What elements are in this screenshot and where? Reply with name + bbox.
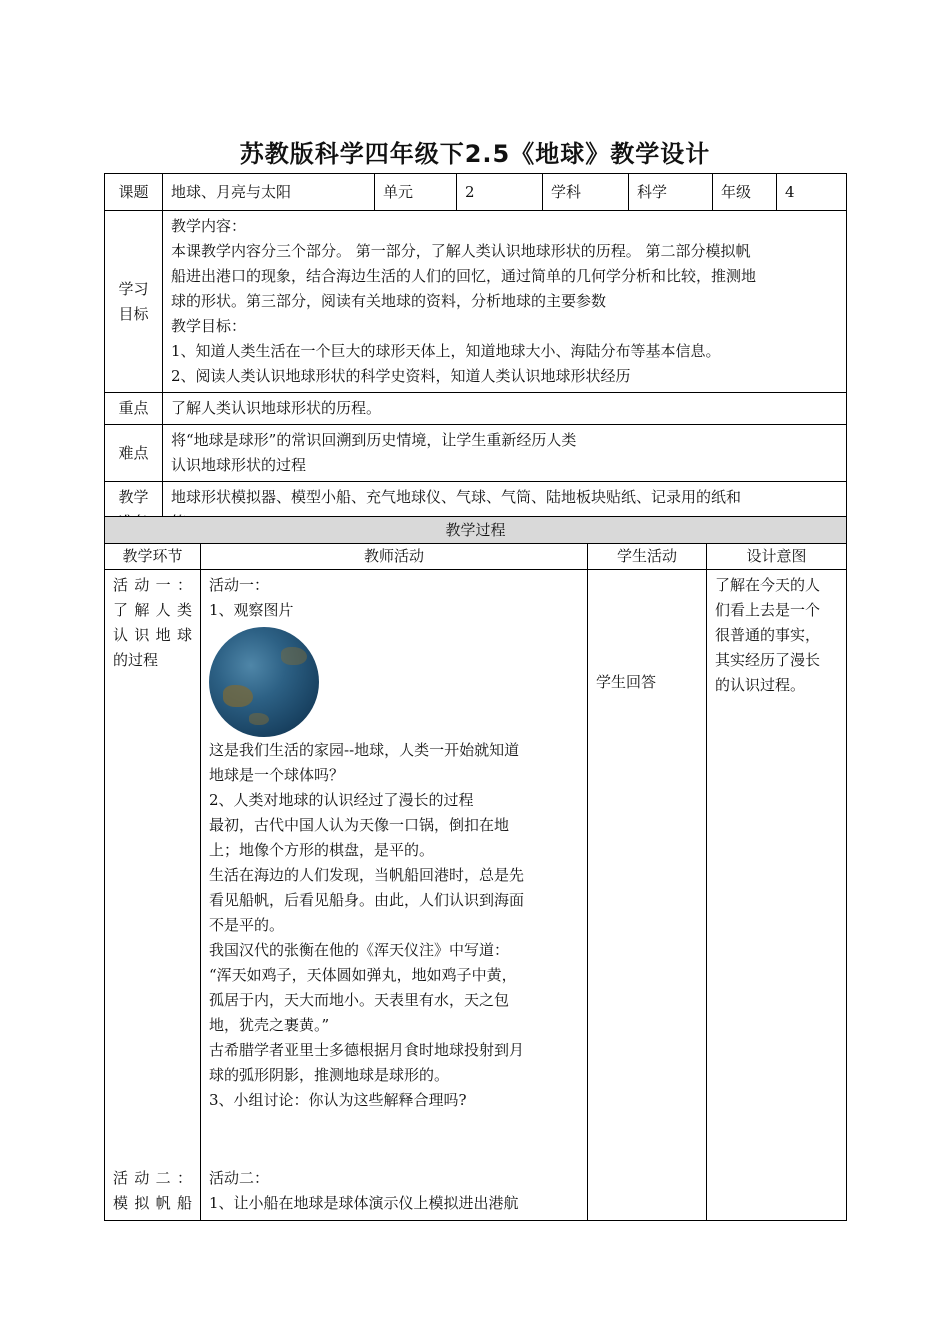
intent-line: 很普通的事实， bbox=[715, 626, 821, 644]
teacher-line: 1、让小船在地球是球体演示仪上模拟进出港航 bbox=[209, 1194, 519, 1212]
goals-line: 教学内容： bbox=[171, 217, 247, 235]
teacher-line: 3、小组讨论：你认为这些解释合理吗? bbox=[209, 1091, 467, 1109]
process-header: 教学过程 bbox=[105, 517, 847, 544]
key-point-text: 了解人类认识地球形状的历程。 bbox=[163, 393, 847, 425]
key-point-row bbox=[105, 393, 847, 425]
teacher-line: 生活在海边的人们发现，当帆船回港时，总是先 bbox=[209, 866, 525, 884]
teacher-line: 上；地像个方形的棋盘，是平的。 bbox=[209, 841, 435, 859]
teacher-line: “浑天如鸡子，天体圆如弹丸，地如鸡子中黄， bbox=[209, 966, 517, 984]
process-header-row bbox=[105, 517, 847, 544]
earth-image bbox=[209, 627, 319, 737]
unit-label: 单元 bbox=[375, 174, 457, 211]
topic-value: 地球、月亮与太阳 bbox=[163, 174, 375, 211]
goals-content bbox=[163, 211, 847, 393]
teacher-cell bbox=[201, 570, 588, 1221]
intent-line: 了解在今天的人 bbox=[715, 576, 821, 594]
teacher-line: 球的弧形阴影，推测地球是球形的。 bbox=[209, 1066, 450, 1084]
col-student: 学生活动 bbox=[588, 544, 707, 570]
goals-label: 学习 目标 bbox=[105, 211, 163, 393]
teacher-line: 最初，古代中国人认为天像一口锅，倒扣在地 bbox=[209, 816, 510, 834]
goals-line: 教学目标： bbox=[171, 317, 247, 335]
goals-line: 2、阅读人类认识地球形状的科学史资料，知道人类认识地球形状经历 bbox=[171, 367, 631, 385]
stage1-line: 的过程 bbox=[113, 651, 159, 669]
stage-cell bbox=[105, 570, 201, 1221]
student-answer: 学生回答 bbox=[596, 673, 657, 691]
teacher-line: 看见船帆，后看见船身。由此，人们认识到海面 bbox=[209, 891, 525, 909]
goals-row bbox=[105, 211, 847, 393]
process-content-row bbox=[105, 570, 847, 1221]
teacher-line: 这是我们生活的家园--地球，人类一开始就知道 bbox=[209, 741, 520, 759]
subject-label: 学科 bbox=[543, 174, 629, 211]
teacher-line: 地，犹壳之裹黄。” bbox=[209, 1016, 330, 1034]
course-info-table bbox=[104, 173, 847, 539]
teacher-line: 古希腊学者亚里士多德根据月食时地球投射到月 bbox=[209, 1041, 525, 1059]
unit-value: 2 bbox=[457, 174, 543, 211]
info-row bbox=[105, 174, 847, 211]
goals-line: 球的形状。第三部分，阅读有关地球的资料，分析地球的主要参数 bbox=[171, 292, 607, 310]
page-title: 苏教版科学四年级下2.5《地球》教学设计 bbox=[239, 140, 711, 168]
prep-content: 地球形状模拟器、模型小船、充气地球仪、气球、气筒、陆地板块贴纸、记录用的纸和 bbox=[163, 482, 847, 539]
key-point-label: 重点 bbox=[105, 393, 163, 425]
teacher-line: 活动二： bbox=[209, 1169, 270, 1187]
goals-line: 1、知道人类生活在一个巨大的球形天体上，知道地球大小、海陆分布等基本信息。 bbox=[171, 342, 721, 360]
teacher-line: 2、人类对地球的认识经过了漫长的过程 bbox=[209, 791, 474, 809]
grade-label: 年级 bbox=[713, 174, 777, 211]
goals-line: 本课教学内容分三个部分。 第一部分，了解人类认识地球形状的历程。 第二部分模拟帆 bbox=[171, 242, 751, 260]
subject-value: 科学 bbox=[629, 174, 713, 211]
stage1-line: 认识地球 bbox=[113, 626, 192, 644]
intent-cell bbox=[707, 570, 847, 1221]
teacher-line: 1、观察图片 bbox=[209, 601, 294, 619]
intent-line: 的认识过程。 bbox=[715, 676, 806, 694]
col-stage: 教学环节 bbox=[105, 544, 201, 570]
intent-line: 其实经历了漫长 bbox=[715, 651, 821, 669]
col-teacher: 教师活动 bbox=[201, 544, 588, 570]
stage2-line: 活动二： bbox=[113, 1169, 192, 1187]
difficulty-content: 将“地球是球形”的常识回溯到历史情境，让学生重新经历人类 认识地球形状的过程 bbox=[163, 425, 847, 482]
grade-value: 4 bbox=[777, 174, 847, 211]
difficulty-row bbox=[105, 425, 847, 482]
process-columns-row bbox=[105, 544, 847, 570]
stage2-line: 模拟帆船 bbox=[113, 1194, 192, 1212]
goals-line: 船进出港口的现象，结合海边生活的人们的回忆，通过简单的几何学分析和比较，推测地 bbox=[171, 267, 757, 285]
topic-label: 课题 bbox=[105, 174, 163, 211]
intent-line: 们看上去是一个 bbox=[715, 601, 821, 619]
student-cell bbox=[588, 570, 707, 1221]
stage1-line: 了解人类 bbox=[113, 601, 192, 619]
prep-label: 教学 bbox=[105, 482, 163, 539]
teacher-line: 活动一： bbox=[209, 576, 270, 594]
teacher-line: 地球是一个球体吗？ bbox=[209, 766, 345, 784]
difficulty-label: 难点 bbox=[105, 425, 163, 482]
teacher-line: 孤居于内，天大而地小。天表里有水，天之包 bbox=[209, 991, 510, 1009]
col-intent: 设计意图 bbox=[707, 544, 847, 570]
stage1-line: 活动一： bbox=[113, 576, 192, 594]
teacher-line: 不是平的。 bbox=[209, 916, 285, 934]
process-table bbox=[104, 516, 847, 1221]
teacher-line: 我国汉代的张衡在他的《浑天仪注》中写道： bbox=[209, 941, 510, 959]
